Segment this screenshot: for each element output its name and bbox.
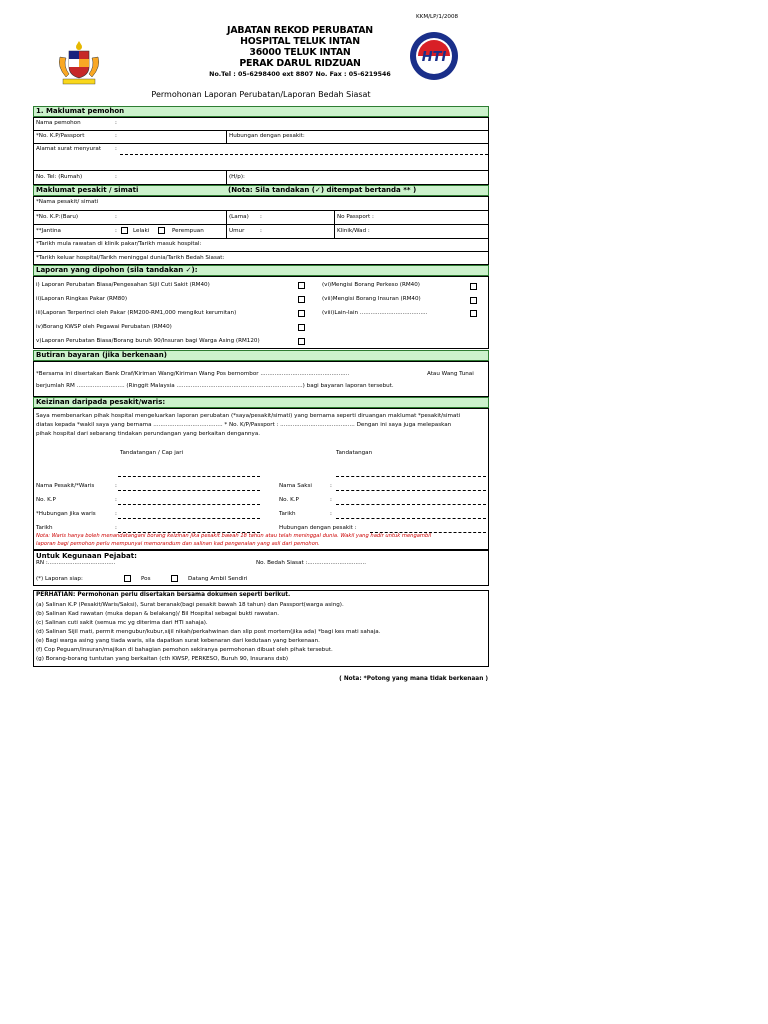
- keizinan-para-1: Saya membenarkan pihak hospital mengeluarkan laporan perubatan (*saya/pesakit/simati) yang bernama seperti diruangan maklumat *pesakit/simati: [36, 413, 461, 419]
- laporan-item-2-checkbox[interactable]: [298, 296, 305, 303]
- tick-note: (Nota: Sila tandakan (✓) ditempat bertanda ** ): [228, 186, 417, 194]
- laporan-item-4-checkbox[interactable]: [298, 324, 305, 331]
- laporan-item-3: iii)Laporan Terperinci oleh Pakar (RM200-RM1,000 mengikut kerumitan): [36, 310, 237, 316]
- kp-waris-label: No. K.P: [36, 497, 56, 503]
- kp-lama-input[interactable]: [266, 211, 330, 223]
- lelaki-label: Lelaki: [133, 228, 150, 234]
- kp-passport-input[interactable]: [120, 131, 220, 142]
- perhatian-item-d: (d) Salinan Sijil mati, permit mengubur/kubur,sijil nikah/perkahwinan dan slip post mortem(jika ada) *bagi kes mati sahaja.: [36, 629, 381, 635]
- tarikh-keluar-input[interactable]: [270, 252, 485, 263]
- no-passport-input[interactable]: [385, 211, 485, 223]
- kp-waris-input[interactable]: [118, 504, 260, 505]
- datang-ambil-checkbox[interactable]: [171, 575, 178, 582]
- hubungan-pesakit-input[interactable]: [320, 131, 480, 142]
- tarikh-label: Tarikh: [36, 525, 53, 531]
- nama-saksi-label: Nama Saksi: [279, 483, 312, 489]
- laporan-siap-label: (*) Laporan siap:: [36, 576, 83, 582]
- laporan-item-1-checkbox[interactable]: [298, 282, 305, 289]
- nama-pesakit-waris-input[interactable]: [118, 490, 260, 491]
- section-maklumat-pemohon: 1. Maklumat pemohon: [33, 106, 489, 117]
- tarikh-saksi-label: Tarikh: [279, 511, 296, 517]
- tarikh-keluar-label: *Tarikh keluar hospital/Tarikh meninggal dunia/Tarikh Bedah Siasat:: [36, 255, 225, 261]
- kp-saksi-label: No. K.P: [279, 497, 299, 503]
- tarikh-mula-input[interactable]: [250, 239, 485, 250]
- section-maklumat-pesakit: Maklumat pesakit / simati (Nota: Sila tandakan (✓) ditempat bertanda ** ): [33, 185, 489, 196]
- datang-ambil-label: Datang Ambil Sendiri: [188, 576, 248, 582]
- hubungan-pesakit-label: Hubungan dengan pesakit:: [229, 133, 305, 139]
- header-state: PERAK DARUL RIDZUAN: [239, 58, 361, 69]
- laporan-item-5-checkbox[interactable]: [298, 338, 305, 345]
- svg-text:HTI: HTI: [421, 50, 447, 65]
- form-code: KKM/LP/1/2008: [416, 14, 459, 20]
- kp-saksi-input[interactable]: [336, 504, 486, 505]
- laporan-item-6-checkbox[interactable]: [470, 283, 477, 290]
- nama-pesakit-input[interactable]: [120, 197, 480, 209]
- nama-saksi-input[interactable]: [336, 490, 486, 491]
- perempuan-label: Perempuan: [172, 228, 204, 234]
- kp-passport-label: *No. K.P/Passport: [36, 133, 85, 139]
- form-page: KKM/LP/1/2008 JABATAN REKOD PERUBATAN HOSPITAL TELUK INTAN 36000 TELUK INTAN PERAK DARUL RIDZUAN No.Tel : 05-6298400 ext 8807 No. Fax : 05-6219546 HTI Permohonan Laporan Perubatan/Laporan Bedah Siasat 1. Maklumat pemohon Nama pemohon : *No. K.P/Passport : Hubungan dengan pesakit: Alamat surat menyurat : No. Tel: (Rumah) : (H/p): Maklumat pesakit / simati (Nota: Sila tandakan (✓) ditempat bertanda ** ) *Nama pesakit/ simati *No. K.P:(Baru) : (Lama) : No Passport : **Jantina : Lelaki Perempuan Umur : Klinik/Wad : *Tarikh mula rawatan di klinik pakar/Tarikh masuk hospital: *Tarikh keluar hospital/Tarikh meninggal dunia/Tarikh Bedah Siasat: Laporan yang dipohon (sila tandakan ✓): i) Laporan Perubatan Biasa/Pengesahan Sijil Cuti Sakit (RM40) ii)Laporan Ringkas Pakar (RM80) iii)Laporan Terperinci oleh Pakar (RM200-RM1,000 mengikut kerumitan) iv)Borang KWSP oleh Pegawai Perubatan (RM40) v)Laporan Perubatan Biasa/Borang buruh 90/Insuran bagi Warga Asing (RM120) (vi)Mengisi Borang Perkeso (RM40) (vii)Mengisi Borang Insuran (RM40) (viii)Lain-lain ...................................... Butiran bayaran (jika berkenaan) *Bersama ini disertakan Bank Draf/Kiriman Wang/Kiriman Wang Pos bernombor .................................................. Atau Wang Tunai berjumlah RM ........................... (Ringgit Malaysia .......................................................................) bagi bayaran laporan tersebut. Keizinan daripada pesakit/waris: Saya membenarkan pihak hospital mengeluarkan laporan perubatan (*saya/pesakit/simati) yang bernama seperti diruangan maklumat *pesakit/simati diatas kepada *wakil saya yang bernama ....................................... * No. K/P/Passport : .......................................... Dengan ini saya juga melepaskan pihak hospital dari sebarang tindakan perundangan yang berkaitan dengannya. Tandatangan / Cap jari Tandatangan Nama Pesakit/*Waris : Nama Saksi : No. K.P : No. K.P : *Hubungan jika waris : Tarikh : Tarikh : Hubungan dengan pesakit : Nota: Waris hanya boleh menandatangani borang keizinan jika pesakit bawah 18 tahun atau telah meninggal dunia. Wakil yang hadir untuk mengambil laporan bagi pemohon perlu mempunyai memorandum dan salinan kad pengenalan yang asli dari pemohon. Untuk Kegunaan Pejabat: RN :...................................... No. Bedah Siasat :................................. (*) Laporan siap: Pos Datang Ambil Sendiri PERHATIAN: Permohonan perlu disertakan bersama dokumen seperti berikut. (a) Salinan K.P (Pesakit/Waris/Saksi), Surat beranak(bagi pesakit bawah 18 tahun) dan Passport(warga asing). (b) Salinan Kad rawatan (muka depan & belakang)/ Bil Hospital sebagai bukti rawatan. (c) Salinan cuti sakit (semua mc yg diterima dari HTI sahaja). (d) Salinan Sijil mati, permit mengubur/kubur,sijil nikah/perkahwinan dan slip post mortem(jika ada) *bagi kes mati sahaja. (e) Bagi warga asing yang tiada waris, sila dapatkan surat kebenaran dari kedutaan yang berkenaan. (f) Cop Peguam/insuran/majikan di bahagian pemohon sekiranya permohonan dibuat oleh pihak tersebut. (g) Borang-borang tuntutan yang berkaitan (cth KWSP, PERKESO, Buruh 90, Insurans dsb) ( Nota: *Potong yang mana tidak berkenaan ): [0, 0, 768, 1024]
- nota-waris-line-1: Nota: Waris hanya boleh menandatangani borang keizinan jika pesakit bawah 18 tahun atau telah meninggal dunia. Wakil yang hadir untuk mengambil: [36, 533, 432, 539]
- laporan-item-2: ii)Laporan Ringkas Pakar (RM80): [36, 296, 128, 302]
- alamat-input[interactable]: [120, 154, 488, 155]
- bayaran-box: [33, 361, 489, 397]
- hubungan-waris-input[interactable]: [118, 518, 260, 519]
- header-block: [170, 25, 430, 69]
- no-bedah-siasat-field: No. Bedah Siasat :.................................: [256, 560, 367, 566]
- laporan-item-7-checkbox[interactable]: [470, 297, 477, 304]
- keizinan-box: [33, 408, 489, 550]
- hp-label: (H/p):: [229, 174, 245, 180]
- perempuan-checkbox[interactable]: [158, 227, 165, 234]
- klinik-wad-label: Klinik/Wad :: [337, 228, 370, 234]
- nama-pemohon-label: Nama pemohon: [36, 120, 81, 126]
- laporan-item-8-checkbox[interactable]: [470, 310, 477, 317]
- hospital-logo-icon: [408, 30, 460, 82]
- perhatian-item-c: (c) Salinan cuti sakit (semua mc yg diterima dari HTI sahaja).: [36, 620, 208, 626]
- tel-rumah-input[interactable]: [120, 171, 220, 183]
- section-laporan-dipohon: Laporan yang dipohon (sila tandakan ✓):: [33, 265, 489, 276]
- tandatangan-saksi-label: Tandatangan: [336, 450, 373, 456]
- alamat-label: Alamat surat menyurat: [36, 146, 102, 152]
- header-department: JABATAN REKOD PERUBATAN: [227, 25, 373, 36]
- klinik-wad-input[interactable]: [385, 225, 485, 237]
- laporan-item-7: (vii)Mengisi Borang Insuran (RM40): [322, 296, 421, 302]
- umur-input[interactable]: [266, 225, 330, 237]
- nama-pemohon-input[interactable]: [120, 118, 480, 129]
- perhatian-title: PERHATIAN: Permohonan perlu disertakan bersama dokumen seperti berikut.: [36, 592, 291, 598]
- keizinan-para-2: diatas kepada *wakil saya yang bernama ....................................... * No. K/P/Passport : .......................................... Dengan ini saya juga melepaskan: [36, 422, 452, 428]
- header-contact: No.Tel : 05-6298400 ext 8807 No. Fax : 05-6219546: [209, 71, 391, 78]
- section-butiran-bayaran: Butiran bayaran (jika berkenaan): [33, 350, 489, 361]
- hubungan-waris-label: *Hubungan jika waris: [36, 511, 96, 517]
- no-passport-label: No Passport :: [337, 214, 374, 220]
- laporan-item-8: (viii)Lain-lain ......................................: [322, 310, 428, 316]
- hubungan-dengan-pesakit-label: Hubungan dengan pesakit :: [279, 525, 357, 531]
- tel-rumah-label: No. Tel: (Rumah): [36, 174, 83, 180]
- laporan-item-4: iv)Borang KWSP oleh Pegawai Perubatan (RM40): [36, 324, 172, 330]
- header-hospital: HOSPITAL TELUK INTAN: [240, 36, 360, 47]
- rn-field: RN :......................................: [36, 560, 116, 566]
- footer-note: ( Nota: *Potong yang mana tidak berkenaan ): [339, 676, 488, 682]
- laporan-item-6: (vi)Mengisi Borang Perkeso (RM40): [322, 282, 420, 288]
- bayaran-line-1: *Bersama ini disertakan Bank Draf/Kiriman Wang/Kiriman Wang Pos bernombor ..................................................: [36, 371, 350, 377]
- section-keizinan: Keizinan daripada pesakit/waris:: [33, 397, 489, 408]
- bayaran-line-2: berjumlah RM ........................... (Ringgit Malaysia .......................................................................) bagi bayaran laporan tersebut.: [36, 383, 394, 389]
- kp-baru-input[interactable]: [120, 211, 220, 223]
- tarikh-mula-label: *Tarikh mula rawatan di klinik pakar/Tarikh masuk hospital:: [36, 241, 202, 247]
- pos-label: Pos: [141, 576, 151, 582]
- nama-pesakit-waris-label: Nama Pesakit/*Waris: [36, 483, 95, 489]
- header-postcode: 36000 TELUK INTAN: [249, 47, 351, 58]
- signature-saksi-line[interactable]: [336, 476, 486, 477]
- kp-baru-label: *No. K.P:(Baru): [36, 214, 79, 220]
- umur-label: Umur: [229, 228, 245, 234]
- kp-lama-label: (Lama): [229, 214, 249, 220]
- lelaki-checkbox[interactable]: [121, 227, 128, 234]
- pos-checkbox[interactable]: [124, 575, 131, 582]
- hp-input[interactable]: [250, 171, 480, 183]
- laporan-item-5: v)Laporan Perubatan Biasa/Borang buruh 90/Insuran bagi Warga Asing (RM120): [36, 338, 260, 344]
- coat-of-arms-icon: [54, 37, 104, 87]
- perhatian-item-e: (e) Bagi warga asing yang tiada waris, sila dapatkan surat kebenaran dari kedutaan yang berkenaan.: [36, 638, 320, 644]
- perhatian-item-g: (g) Borang-borang tuntutan yang berkaitan (cth KWSP, PERKESO, Buruh 90, Insurans dsb): [36, 656, 289, 662]
- tandatangan-cap-jari-label: Tandatangan / Cap jari: [120, 450, 184, 456]
- laporan-item-1: i) Laporan Perubatan Biasa/Pengesahan Sijil Cuti Sakit (RM40): [36, 282, 210, 288]
- form-title: Permohonan Laporan Perubatan/Laporan Bedah Siasat: [151, 90, 371, 99]
- signature-pemohon-line[interactable]: [118, 476, 260, 477]
- nama-pesakit-label: *Nama pesakit/ simati: [36, 199, 99, 205]
- perhatian-item-a: (a) Salinan K.P (Pesakit/Waris/Saksi), Surat beranak(bagi pesakit bawah 18 tahun) dan Passport(warga asing).: [36, 602, 344, 608]
- keizinan-para-3: pihak hospital dari sebarang tindakan perundangan yang berkaitan dengannya.: [36, 431, 261, 437]
- perhatian-item-f: (f) Cop Peguam/insuran/majikan di bahagian pemohon sekiranya permohonan dibuat oleh pihak tersebut.: [36, 647, 333, 653]
- perhatian-item-b: (b) Salinan Kad rawatan (muka depan & belakang)/ Bil Hospital sebagai bukti rawatan.: [36, 611, 280, 617]
- nota-waris-line-2: laporan bagi pemohon perlu mempunyai memorandum dan salinan kad pengenalan yang asli dari pemohon.: [36, 541, 320, 547]
- jantina-label: **Jantina: [36, 228, 61, 234]
- wang-tunai-label: Atau Wang Tunai: [427, 371, 474, 377]
- tarikh-saksi-input[interactable]: [336, 518, 486, 519]
- section-kegunaan-pejabat: Untuk Kegunaan Pejabat:: [36, 552, 137, 560]
- laporan-item-3-checkbox[interactable]: [298, 310, 305, 317]
